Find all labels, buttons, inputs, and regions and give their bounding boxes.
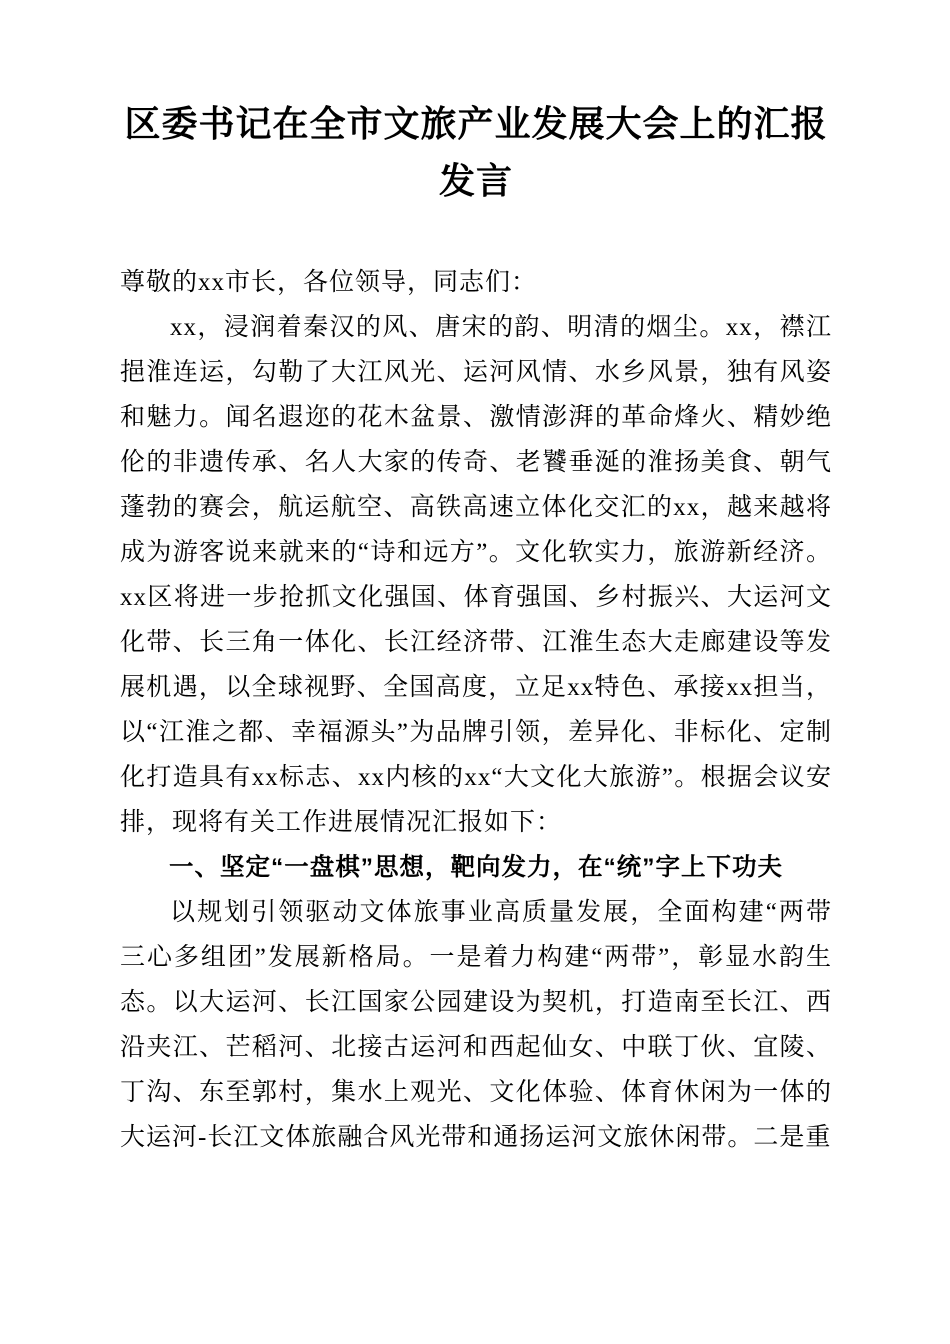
document-body [120,260,832,1160]
paragraph: xx，浸润着秦汉的风、唐宋的韵、明清的烟尘。xx，襟江挹淮连运，勾勒了大江风光、运河风情、水乡风景，独有风姿和魅力。闻名遐迩的花木盆景、激情澎湃的革命烽火、精妙绝伦的非遗传承、名人大家的传奇、老饕垂涎的淮扬美食、朝气蓬勃的赛会，航运航空、高铁高速立体化交汇的xx，越来越将成为游客说来就来的“诗和远方”。文化软实力，旅游新经济。xx区将进一步抢抓文化强国、体育强国、乡村振兴、大运河文化带、长三角一体化、长江经济带、江淮生态大走廊建设等发展机遇，以全球视野、全国高度，立足xx特色、承接xx担当，以“江淮之都、幸福源头”为品牌引领，差异化、非标化、定制化打造具有xx标志、xx内核的xx“大文化大旅游”。根据会议安排，现将有关工作进展情况汇报如下： [120,314,832,836]
section-heading: 一、坚定“一盘棋”思想，靶向发力，在“统”字上下功夫 [169,854,783,881]
document-title: 区委书记在全市文旅产业发展大会上的汇报发言 [124,104,828,201]
paragraph: 尊敬的xx市长，各位领导，同志们： [120,269,538,296]
paragraph: 以规划引领驱动文体旅事业高质量发展，全面构建“两带三心多组团”发展新格局。一是着力构建“两带”，彰显水韵生态。以大运河、长江国家公园建设为契机，打造南至长江、西沿夹江、芒稻河、北接古运河和西起仙女、中联丁伙、宜陵、丁沟、东至郭村，集水上观光、文化体验、体育休闲为一体的大运河-长江文体旅融合风光带和通扬运河文旅休闲带。二是重 [120,899,832,1151]
